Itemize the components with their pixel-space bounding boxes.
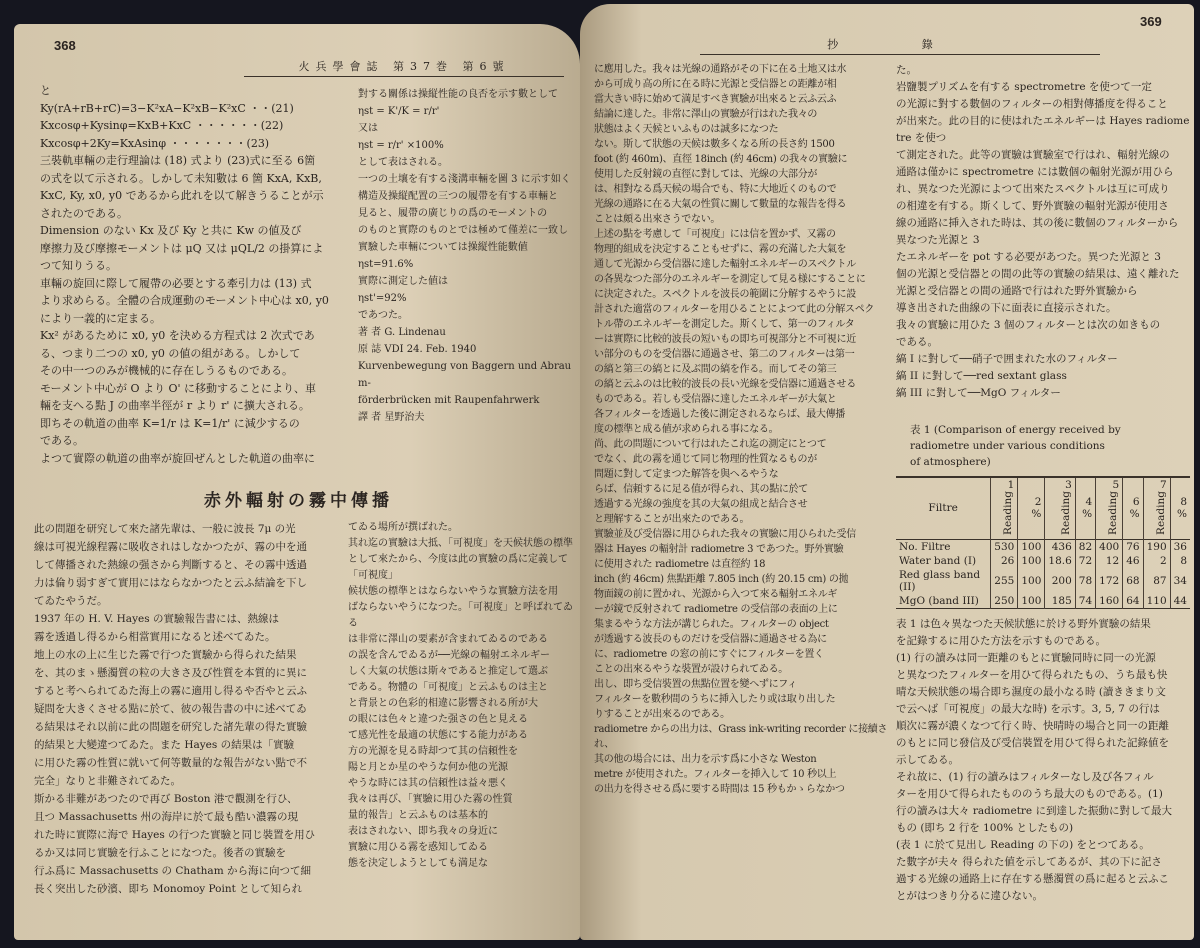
- table-header: [1018, 477, 1045, 539]
- column-number: 1: [1007, 479, 1015, 491]
- column-number: 7: [1159, 479, 1167, 491]
- text-line: 上述の點を考慮して「可視度」には信を置かず、又霧の: [594, 229, 836, 240]
- text-line: しく大氣の状態は斯々であると推定して選ぶ: [348, 666, 548, 677]
- text-line: して傳播された熱線の强さから判斷すると、その霧中透過: [34, 559, 307, 571]
- text-line: 實驗並及び受信器に用ひられた我々の實驗に用ひられた受信: [594, 529, 856, 540]
- text-line: ーが鏡で反射されて radiometre の受信部の表面の上に: [594, 604, 838, 615]
- text-line: Kx² があるために x0, y0 を決める方程式は 2 次式であ: [40, 329, 315, 342]
- text-line: 行の讀みは大々 radiometre に到達した振動に對して最大: [896, 805, 1172, 817]
- text-line: とがはつきり分るに違ひない。: [896, 890, 1043, 902]
- text-line: 縞 II に對して──red sextant glass: [896, 370, 1067, 382]
- text-line: 態を決定しようとしても満足な: [348, 858, 488, 869]
- text-line: ηst = K'/K = r/r': [358, 106, 440, 117]
- text-line: ことの出來るやうな裝置が設けられてゐる。: [594, 664, 788, 675]
- text-line: 的結果と大變違つてゐた。また Hayes の結果は「實驗: [34, 739, 295, 751]
- text-line: の光源に對する數個のフィルターの相對傳播度を得ること: [896, 98, 1168, 110]
- text-line: of atmosphere): [910, 456, 991, 468]
- text-line: radiometre からの出力は、Grass ink-writing recorder に接續され、: [594, 724, 888, 750]
- text-line: 線の通路に挿入された時は、其の後に數個のフィルターから: [896, 217, 1179, 229]
- text-line: 出し、即ち受信裝置の焦點位置を變へずにフィ: [594, 679, 797, 690]
- text-line: 使用した反射鏡の直徑に對しては、光線の大部分が: [594, 169, 818, 180]
- text-line: 對する關係は操縦性能の良否を示す數として: [358, 89, 558, 100]
- table-cell: 64: [1123, 594, 1143, 609]
- text-line: る結果はそれ以前に此の問題を研究した諸先輩の得た實驗: [34, 721, 307, 733]
- text-line: と背景との色彩的相違に影響される所が大: [348, 698, 538, 709]
- text-line: 疑問を大きくさせる點に於て、彼の報告書の中に述べてゐ: [34, 703, 307, 715]
- text-line: りすることが出來るのである。: [594, 709, 730, 720]
- text-line: であつた。: [358, 310, 408, 321]
- table-header: [991, 477, 1018, 539]
- table-cell: 400: [1096, 539, 1123, 554]
- text-line: 實驗した車輛については操縦性能數値: [358, 242, 528, 253]
- text-line: 見ると、履帶の廣じりの爲のモーメントの: [358, 208, 548, 219]
- text-line: 霧を透過し得るから相當實用になると述べてゐた。: [34, 631, 276, 643]
- text-line: 其の他の場合には、出力を示す爲に小さな Weston: [594, 754, 817, 765]
- text-line: 光線の通路に在る大氣の性質に關して數量的な報告を得る: [594, 199, 847, 210]
- text-line: 原 誌 VDI 24. Feb. 1940: [358, 344, 477, 355]
- table-cell: 82: [1075, 539, 1095, 554]
- table-cell: 18.6: [1045, 554, 1075, 568]
- column-2: [358, 86, 576, 426]
- text-line: KxC, Ky, x0, y0 であるから此れを以て解きうることが示: [40, 189, 324, 202]
- text-line: もの (即ち 2 行を 100% としたもの): [896, 822, 1074, 834]
- page-number: 369: [1140, 14, 1162, 29]
- table-cell: 530: [991, 539, 1018, 554]
- text-line: Kxcosφ+2Ky=KxAsinφ ・・・・・・・(23): [40, 136, 270, 150]
- text-line: 狀態はよく天候といふものは誠多になつた: [594, 124, 779, 135]
- text-line: 量的報告」と云ふものは基本的: [348, 810, 488, 821]
- text-line: 且つ Massachusetts 州の海岸に於て最も酷い濃霧の現: [34, 811, 299, 823]
- column-3: [896, 616, 1190, 905]
- table-cell: 87: [1143, 568, 1170, 594]
- text-line: の出力を得させる爲に要する時間は 15 秒もかゝらなかつ: [594, 784, 845, 795]
- text-line: てゐたやうだ。: [34, 595, 108, 607]
- table-cell: 12: [1096, 554, 1123, 568]
- table-row: [896, 539, 1190, 554]
- table-cell: 200: [1045, 568, 1075, 594]
- text-line: れ、異なつた光源によつて出來たスペクトルは互に可成り: [896, 183, 1170, 195]
- column-number: 5: [1112, 479, 1120, 491]
- energy-table: [896, 476, 1190, 609]
- text-line: 即ちその軌道の曲率 K=1/r は K=1/r' に減少するの: [40, 416, 300, 430]
- table-cell: 34: [1170, 568, 1190, 594]
- text-line: 通して光源から受信器に達した輻射エネルギーのスペクトル: [594, 259, 856, 270]
- text-line: 物理的組成を決定することもせずに、霧の充滿した大氣を: [594, 244, 847, 255]
- table-cell: 2: [1143, 554, 1170, 568]
- text-line: つて知りうる。: [40, 259, 117, 272]
- text-line: よつて實際の軌道の曲率が旋回ぜんとした軌道の曲率に: [40, 451, 315, 465]
- text-line: 問題に對して定まつた解答を與へるやうな: [594, 469, 779, 480]
- text-line: 長く突出した砂濱、即ち Monomoy Point として知られ: [34, 883, 303, 895]
- text-line: それ故に、(1) 行の讀みはフィルターなし及び各フィル: [896, 771, 1154, 783]
- table-cell: Red glass band (II): [899, 568, 981, 593]
- text-line: 異なつた光源と 3: [896, 234, 980, 246]
- text-line: ηst'=92%: [358, 293, 407, 304]
- text-line: ない。斯して狀態の天候は數多くなる所の長さ約 1500: [594, 139, 835, 150]
- text-line: から可成り高の所に在る時に光源と受信器との距離が相: [594, 79, 837, 90]
- table-header: [1143, 477, 1170, 539]
- running-head: 抄 錄: [700, 36, 1100, 55]
- text-line: に應用した。我々は光線の通路がその下に在る土地又は水: [594, 64, 847, 75]
- text-line: たエネルギーを pot する必要があつた。異つた光源と 3: [896, 251, 1161, 263]
- column-label: %: [1177, 508, 1187, 521]
- column-label: Reading: [1107, 491, 1120, 535]
- text-line: た。: [896, 64, 917, 76]
- table-cell: 160: [1096, 594, 1123, 609]
- text-line: の眼には色々と違つた强さの色と見える: [348, 714, 528, 725]
- column-number: 8: [1180, 496, 1187, 509]
- text-line: トル帶のエネルギーを測定した。斯くして、第一のフィルタ: [594, 319, 855, 330]
- text-line: その中一つのみが機械的に存在しうるものである。: [40, 364, 293, 377]
- column-number: 6: [1132, 496, 1140, 509]
- text-line: 岩鹽製プリズムを有する spectrometre を使つて一定: [896, 81, 1152, 93]
- text-line: 實際に測定した値は: [358, 276, 448, 287]
- text-line: metre が使用された。フィルターを挿入して 10 秒以上: [594, 769, 837, 780]
- text-line: 陽と月とか星のやうな何か他の光源: [348, 762, 508, 773]
- table-cell: MgO (band III): [899, 594, 979, 607]
- text-line: 輛を支へる點 J の曲率半徑が r より r' に擴大される。: [40, 399, 310, 412]
- text-line: である。: [896, 336, 938, 348]
- text-line: 縞 I に對して──硝子で囲まれた水のフィルター: [896, 353, 1118, 365]
- table-cell: 255: [991, 568, 1018, 594]
- table-cell: 185: [1045, 594, 1075, 609]
- text-line: の各異なつた部分のエネルギーを測定して見る様にすることに: [594, 274, 866, 285]
- column-2: [896, 62, 1190, 402]
- column-3: [34, 520, 338, 898]
- text-line: を、其のまゝ懸濁質の粒の大きさ及び性質を本質的に異に: [34, 667, 307, 679]
- text-line: で云へば「可視度」の最大な時) を示す。3, 5, 7 の行は: [896, 703, 1160, 715]
- table-cell: 44: [1170, 594, 1190, 609]
- text-line: (1) 行の讀みは同一距離のもとに實驗同時に同一の光源: [896, 652, 1156, 664]
- text-line: らば、信頼するに足る值が得られ、其の點に於て: [594, 484, 808, 495]
- text-line: の式を以て示される。しかして未知數は 6 箇 KxA, KxB,: [40, 171, 322, 185]
- table-caption: [910, 422, 1190, 470]
- text-line: に、radiometre の窓の前にすぐにフィルターを置く: [594, 649, 824, 660]
- text-line: て測定された。此等の實驗は實驗室で行はれ、輻射光線の: [896, 149, 1170, 161]
- text-line: て感光性を最適の状態にする能力がある: [348, 730, 528, 741]
- text-line: 個の光源と受信器との間の此等の實驗の結果は、遠く離れた: [896, 268, 1180, 280]
- text-line: と異なつたフィルターを用ひて得られたもの、うち最も快: [896, 669, 1168, 681]
- text-line: に用ひた霧の性質に就いて何等數量的な報告がない點で不: [34, 757, 307, 769]
- text-line: 示してゐる。: [896, 754, 959, 766]
- text-line: 完全」なりと非難されてゐた。: [34, 775, 181, 787]
- table-cell: 68: [1123, 568, 1143, 594]
- article-title: 赤外輻射の霧中傳播: [204, 491, 393, 511]
- text-line: ターを用ひて得られたもののうち最大のものである。(1): [896, 788, 1163, 800]
- text-line: である。物體の「可視度」と云ふものは主と: [348, 682, 548, 693]
- text-line: 晴な天候狀態の場合即ち濕度の最小なる時 (讀ききまり文: [896, 686, 1166, 698]
- running-head: 火兵學會誌 第37巻 第6號: [244, 58, 564, 77]
- text-line: フィルターを數秒間のうちに挿入したり或は取り出した: [594, 694, 836, 705]
- text-line: により一義的に定まる。: [40, 311, 161, 325]
- text-line: 當大きい時に始めて満足すべき實驗が出來ると云ふ云ふ: [594, 94, 837, 105]
- text-line: 方の光源を見る時却つて其の信頼性を: [348, 746, 518, 757]
- text-line: ηst = r/r' ×100%: [358, 140, 444, 151]
- column-label: Reading: [1002, 491, 1015, 535]
- text-line: 斯かる非難があつたので再び Boston 港で觀測を行ひ、: [34, 793, 298, 805]
- table-cell: 190: [1143, 539, 1170, 554]
- text-line: 線は可視光線程霧に吸收されはしなかつたが、霧の中を通: [34, 541, 307, 553]
- text-line: ことは頗る出來さうでない。: [594, 214, 721, 225]
- table-header: [1045, 477, 1075, 539]
- text-line: Ky(rA+rB+rC)=3−K²xA−K²xB−K²xC ・・(21): [40, 101, 294, 115]
- column-label: %: [1031, 508, 1042, 521]
- text-line: 表はされない、即ち我々の身近に: [348, 826, 498, 837]
- text-line: より求めらる。全體の合成運動のモーメント中心は x0, y0: [40, 294, 329, 307]
- text-line: 其れ迄の實驗は大抵、「可視度」を天候状態の標準: [348, 538, 573, 549]
- column-number: 3: [1065, 479, 1072, 491]
- text-line: に使用された radiometre は直徑約 18: [594, 559, 766, 570]
- text-line: 縞 III に對して──MgO フィルター: [896, 387, 1061, 399]
- text-line: されたのである。: [40, 206, 128, 220]
- text-line: の誤を含んでゐるが──光線の輻射エネルギー: [348, 650, 551, 661]
- text-line: 1937 年の H. V. Hayes の實驗報告書には、熱線は: [34, 613, 279, 625]
- text-line: は非常に澤山の要素が含まれてゐるのである: [348, 634, 548, 645]
- text-line: と: [40, 84, 51, 97]
- text-line: 集まるやうな方法が講じられた。フィルターの object: [594, 619, 829, 630]
- text-line: 通路は僅かに spectrometre には數個の輻射光源が用ひら: [896, 166, 1174, 178]
- table-cell: 36: [1170, 539, 1190, 554]
- text-line: 譯 者 星野治夫: [358, 412, 425, 423]
- text-line: inch (約 46cm) 焦點距離 7.805 inch (約 20.15 cm) の拋: [594, 574, 849, 585]
- text-line: すると考へられてゐた海上の霧に適用し得るや否やと云ふ: [34, 685, 307, 697]
- table-cell: 100: [1018, 539, 1045, 554]
- text-line: 過する光線の通路上に存在する懸濁質の爲に起ると云ふこ: [896, 873, 1169, 885]
- column-4: [348, 520, 576, 872]
- text-line: である。: [40, 434, 84, 447]
- text-line: 順次に霧が濃くなつて行く時、快晴時の場合と同一の距離: [896, 720, 1169, 732]
- text-line: のもとに同じ發信及び受信裝置を用ひて得られた記錄値を: [896, 737, 1169, 749]
- text-line: として來たから、今度は此の實驗の爲に定義して「可視度」: [348, 554, 568, 581]
- text-line: Dimension のない Kx 及び Ky と共に Kw の値及び: [40, 224, 302, 237]
- table-row: [896, 568, 1190, 594]
- table-cell: Water band (I): [899, 554, 977, 567]
- text-line: た數字が夫々 得られた値を示してあるが、其の下に記さ: [896, 856, 1162, 868]
- text-line: として表はされる。: [358, 157, 448, 168]
- table-header: [1170, 477, 1190, 539]
- column-1: [40, 82, 348, 467]
- text-line: の縞と云ふのは比較的波長の長い光線を受信器に通過させる: [594, 379, 856, 390]
- table-cell: 100: [1018, 594, 1045, 609]
- text-line: の相違を有する。斯くして、野外實驗の輻射光源が使用さ: [896, 200, 1169, 212]
- left-page: [14, 24, 580, 940]
- table-row: [896, 554, 1190, 568]
- column-label: %: [1082, 508, 1093, 521]
- text-line: 構造及操縦配置の三つの履帶を有する車輛と: [358, 191, 558, 202]
- text-line: 實驗に用ひる霧を惑知してゐる: [348, 842, 488, 853]
- text-line: 車輛の旋回に際して履帶の必要とする牽引力は (13) 式: [40, 276, 312, 290]
- table-cell: 100: [1018, 554, 1045, 568]
- text-line: 物面鏡の前に置かれ、光源から入つて來る輻射エネルギ: [594, 589, 838, 600]
- text-line: でなく、此の霧を通じて同じ物理的性質なるものが: [594, 454, 817, 465]
- text-line: 光源と受信器との間の通路で行はれた野外實驗から: [896, 285, 1138, 297]
- text-line: 表 1 は色々異なつた天候狀態に於ける野外實驗の結果: [896, 618, 1151, 630]
- text-line: れた時に實際に海で Hayes の行つた實驗と同じ裝置を用ひ: [34, 829, 316, 841]
- table-cell: 250: [991, 594, 1018, 609]
- table-header: Filtre: [928, 502, 958, 515]
- text-line: 摩擦力及び摩擦モーメントは μQ 又は μQL/2 の掛算によ: [40, 241, 324, 255]
- table-cell: No. Filtre: [899, 540, 951, 553]
- text-line: 著 者 G. Lindenau: [358, 327, 446, 338]
- text-line: 結論に達した。非常に澤山の實驗が行はれた我々の: [594, 109, 818, 120]
- text-line: い部分のものを受信器に通過させ、第二のフィルターは第一: [594, 349, 855, 360]
- text-line: 力は倫り弱すぎて實用にはならなかつたと云ふ結論を下し: [34, 577, 307, 589]
- text-line: の縞と第三の縞とに及ぶ間の縞を作る。而してその第三: [594, 364, 837, 375]
- column-number: 4: [1085, 496, 1093, 509]
- table-cell: 100: [1018, 568, 1045, 594]
- column-number: 2: [1034, 496, 1042, 509]
- text-line: 地上の水の上に生じた霧で行つた實驗から得られた結果: [34, 649, 297, 661]
- text-line: モーメント中心が O より O' に移動することにより、車: [40, 381, 317, 395]
- text-line: 表 1 (Comparison of energy received by: [910, 424, 1121, 436]
- table-cell: 72: [1075, 554, 1095, 568]
- column-1: [594, 62, 890, 797]
- table-header: [1075, 477, 1095, 539]
- text-line: が透過する波長のものだけを受信器に通過させる為に: [594, 634, 827, 645]
- text-line: förderbrücken mit Raupenfahrwerk: [358, 395, 540, 406]
- table-cell: 436: [1045, 539, 1075, 554]
- text-line: 此の問題を研究して來た諸先輩は、一般に波長 7μ の光: [34, 523, 296, 535]
- text-line: ものである。若しも受信器に達したエネルギーが大氣と: [594, 394, 837, 405]
- table-cell: 110: [1143, 594, 1170, 609]
- text-line: るか又は同じ實驗を行ふことになつた。後者の實驗を: [34, 847, 286, 859]
- column-label: Reading: [1059, 491, 1072, 535]
- text-line: 計された適當のフィルターを用ひることによつて此の分解スペク: [594, 304, 875, 315]
- text-line: ーは實際に比較的波長の短いもの即ち可視部分と不可視に近: [594, 334, 856, 345]
- table-cell: 46: [1123, 554, 1143, 568]
- text-line: 候状態の標準とはならないやうな實驗方法を用: [348, 586, 558, 597]
- text-line: ばならないやうになつた。「可視度」と呼ばれてゐる: [348, 602, 573, 629]
- table-cell: 74: [1075, 594, 1095, 609]
- table-header: [1096, 477, 1123, 539]
- table-cell: 78: [1075, 568, 1095, 594]
- text-line: radiometre under various conditions: [910, 440, 1105, 452]
- text-line: 三裝軌車輛の走行理論は (18) 式より (23)式に至る 6箇: [40, 154, 316, 167]
- table-cell: 172: [1096, 568, 1123, 594]
- text-line: 器は Hayes の輻射計 radiometre 3 であつた。野外實驗: [594, 544, 844, 555]
- text-line: 又は: [358, 123, 378, 134]
- text-line: 度の標準と成る値が求められる事になる。: [594, 424, 779, 435]
- text-line: 尚、此の問題について行はれたこれ迄の測定にとつて: [594, 439, 827, 450]
- text-line: 我々は再び、「實驗に用ひた霧の性質: [348, 794, 513, 805]
- text-line: が出來た。此の目的に使はれたエネルギーは Hayes radiometre を使つ: [896, 115, 1190, 144]
- text-line: のものと實際のものとでは極めて僅差に一致し: [358, 225, 568, 236]
- text-line: 透過する光線の強度を其の大氣の組成と結合させ: [594, 499, 808, 510]
- right-page: [580, 4, 1194, 940]
- text-line: てゐる場所が撰ばれた。: [348, 522, 458, 533]
- text-line: 各フィルターを透過した後に測定されるならば、最大傳播: [594, 409, 845, 420]
- text-line: 行ふ爲に Massachusetts の Chatham から海に向つて細: [34, 865, 311, 877]
- text-line: Kxcosφ+Kysinφ=KxB+KxC ・・・・・・(22): [40, 119, 284, 132]
- text-line: 我々の實驗に用ひた 3 個のフィルターとは次の如きもの: [896, 319, 1161, 331]
- text-line: (表 1 に於て見出し Reading の下の) をとつてある。: [896, 839, 1150, 851]
- text-line: る、つまり二つの x0, y0 の値の組がある。しかして: [40, 346, 301, 360]
- page-number: 368: [54, 38, 76, 53]
- text-line: は、相對なる爲天候の場合でも、特に大地近くのもので: [594, 184, 837, 195]
- table-header: [1123, 477, 1143, 539]
- column-label: Reading: [1154, 491, 1167, 535]
- text-line: Kurvenbewegung von Baggern und Abraum-: [358, 361, 572, 389]
- text-line: foot (約 460m)、直徑 18inch (約 46cm) の我々の實驗に: [594, 154, 848, 165]
- table-cell: 8: [1170, 554, 1190, 568]
- text-line: を記錄するに用ひた方法を示すものである。: [896, 635, 1106, 647]
- text-line: と理解することが出來たのである。: [594, 514, 750, 525]
- text-line: やうな時には其の信頼性は益々悪く: [348, 778, 508, 789]
- text-line: ηst=91.6%: [358, 259, 414, 270]
- table-cell: 76: [1123, 539, 1143, 554]
- text-line: に決定された。スペクトルを波長の範圍に分解するやうに設: [594, 289, 856, 300]
- table-cell: 26: [991, 554, 1018, 568]
- text-line: 一つの土壤を有する淺溝車輛を圖 3 に示す如く: [358, 174, 571, 185]
- column-label: %: [1129, 508, 1140, 521]
- text-line: 導き出された曲線の下に面表に直接示された。: [896, 302, 1117, 314]
- table-row: [896, 594, 1190, 609]
